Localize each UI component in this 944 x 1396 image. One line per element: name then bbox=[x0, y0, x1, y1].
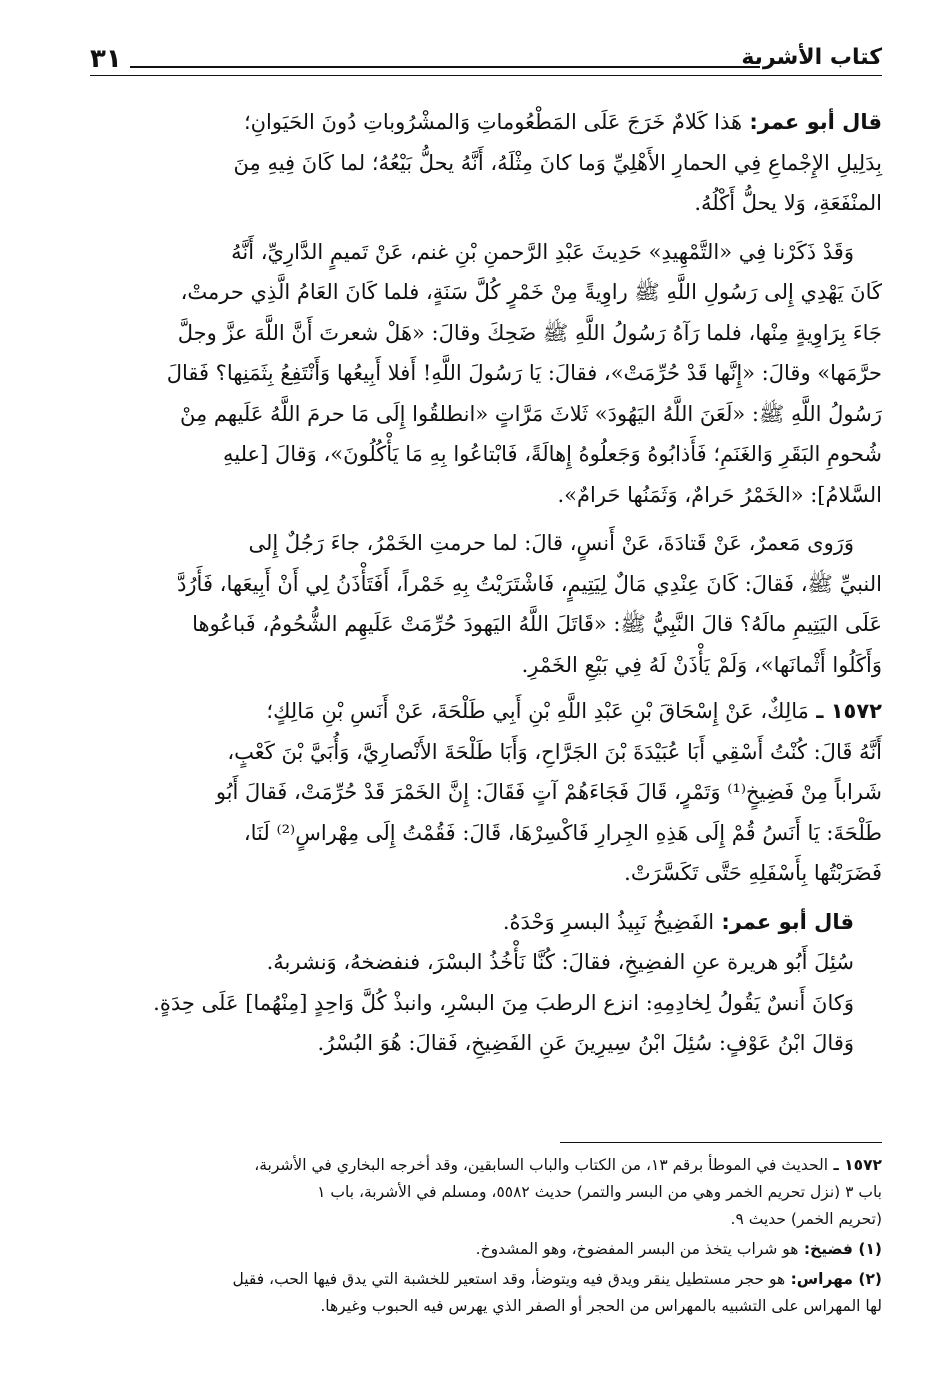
text-line: عَلَى اليَتِيمِ مالَهُ؟ قالَ النَّبِيُّ ﷺ: «قَاتَلَ اللَّهُ اليَهودَ حُرِّمَتْ عَلَيهِم الشُّحُومُ، فَباعُوها bbox=[192, 612, 882, 636]
footnote-line: باب ٣ (نزل تحريم الخمر وهي من البسر والتمر) حديث ٥٥٨٢، ومسلم في الأشربة، باب ١ bbox=[317, 1183, 882, 1201]
text-line: سُئِلَ أَبُو هريرة عنِ الفضِيخِ، فقالَ: كُنَّا نَأْخُذُ البسْرَ، فنفضخهُ، وَنشربهُ. bbox=[266, 950, 854, 974]
page-number: ٣١ bbox=[90, 44, 122, 74]
text-line: المنْفَعَةِ، وَلا يحلُّ أَكْلُهُ. bbox=[694, 191, 882, 215]
paragraph-anas bbox=[90, 983, 882, 1024]
speaker-lead: قال أبو عمر: bbox=[714, 909, 854, 934]
main-text bbox=[90, 102, 882, 1064]
footnote-line: لها المهراس على التشبيه بالمهراس من الحجر أو الصفر الذي يهرس فيه الحبوب وغيرها. bbox=[320, 1297, 882, 1315]
footnote-separator bbox=[560, 1142, 882, 1143]
text-line: وَرَوى مَعمرٌ، عَنْ قَتادَةَ، عَنْ أَنسٍ، قالَ: لما حرمتِ الخَمْرُ، جاءَ رَجُلٌ إِلى bbox=[248, 531, 854, 555]
header-rule bbox=[130, 66, 760, 68]
footnote-lead: ١٥٧٢ ـ bbox=[828, 1156, 882, 1174]
speaker-lead: قال أبو عمر: bbox=[742, 110, 882, 134]
footnote-lead: (١) فضيخ: bbox=[798, 1240, 882, 1258]
hadith-number: ١٥٧٢ ـ bbox=[808, 699, 882, 723]
text-line: حرَّمَها» وقالَ: «إِنَّها قَدْ حُرِّمَتْ»، فقالَ: يَا رَسُولَ اللَّهِ! أَفلا أَبِيعُها وَأَنْتَفِعُ بِثَمَنِها؟ فَقالَ bbox=[166, 361, 882, 385]
text-line: وَقالَ ابْنُ عَوْفٍ: سُئِلَ ابْنُ سِيرِينَ عَنِ الفَضِيخِ، فَقالَ: هُوَ البُسْرُ. bbox=[317, 1031, 854, 1055]
footnote-lead: (٢) مهراس: bbox=[785, 1270, 882, 1288]
text-line: شَراباً مِنْ فَضِيخٍ⁽¹⁾ وَتَمْرٍ، قَالَ فَجَاءَهُمْ آتٍ فَقَالَ: إِنَّ الخَمْرَ قَدْ حُرِّمَتْ، فَقالَ أَبُو bbox=[215, 780, 882, 804]
text-line: قال أبو عمر: الفَضِيخُ نَبِيذُ البسرِ وَحْدَهُ. bbox=[502, 909, 854, 934]
text-line: طَلْحَةَ: يَا أَنَسُ قُمْ إِلَى هَذِهِ الجِرارِ فَاكْسِرْهَا، قَالَ: فَقُمْتُ إِلَى مِهْراسٍ⁽²⁾ لَنَا، bbox=[243, 820, 882, 845]
footnote-2: (٢) مهراس: هو حجر مستطيل ينقر ويدق فيه ويتوضأ، وقد استعير للخشبة التي يدق فيها الحب، فقيل لها المهراس على التشبيه بالمهراس من الحجر أو الصفر الذي يهرس فيه الحبوب وغيرها. bbox=[232, 1270, 882, 1315]
text-line: بِدَلِيلِ الإِجْماعِ فِي الحمارِ الأَهْلِيِّ وَما كانَ مِثْلَهُ، أَنَّهُ يحلُّ بَيْعُهُ؛ لما كَانَ فِيهِ مِنَ bbox=[233, 150, 882, 175]
header-underline bbox=[90, 75, 882, 76]
text-line: وَأَكَلُوا أَثْمانَها»، وَلَمْ يَأْذَنْ لَهُ فِي بَيْعِ الخَمْرِ. bbox=[521, 652, 882, 677]
text-line: شُحومِ البَقَرِ وَالغَنَمِ؛ فَأَذابُوهُ وَجَعلُوهُ إِهالَةً، فَابْتاعُوا بِهِ مَا يَأْكُلُونَ»، وَقالَ [عليهِ bbox=[223, 442, 882, 466]
footnote-line: (تحريم الخمر) حديث ٩. bbox=[730, 1210, 882, 1228]
book-title: كتاب الأشربة bbox=[741, 45, 882, 70]
paragraph-tamhid bbox=[90, 232, 882, 516]
paragraph-abu-umar-1 bbox=[90, 102, 882, 224]
text-line: قال أبو عمر: هَذا كَلامٌ خَرَجَ عَلَى المَطْعُوماتِ وَالمشْرُوباتِ دُونَ الحَيَوانِ؛ bbox=[243, 110, 882, 134]
text-line: أَنَّهُ قَالَ: كُنْتُ أَسْقِي أَبَا عُبَيْدَةَ بْنَ الجَرَّاحِ، وَأَبَا طَلْحَةَ الأَنْصارِيَّ، وَأُبَيَّ بْنَ كَعْبٍ، bbox=[227, 739, 882, 764]
text-line: وَكانَ أَنسٌ يَقُولُ لِخادِمِهِ: انزع الرطبَ مِنَ البسْرِ، وانبذْ كُلَّ وَاحِدٍ [مِنْهُما] عَلَى حِدَةٍ. bbox=[153, 990, 854, 1015]
text-line: النبيِّ ﷺ، فَقالَ: كَانَ عِنْدِي مَالٌ لِيَتِيمٍ، فَاشْتَرَيْتُ بِهِ خَمْراً، أَفَتَأْذَنُ لِي أَنْ أَبِيعَها، فَأَرُدَّ bbox=[177, 571, 882, 596]
text-line: جَاءَ بِرَاوِيةٍ مِنْها، فلما رَآهُ رَسُولُ اللَّهِ ﷺ ضَحِكَ وقالَ: «هَلْ شعرتَ أَنَّ اللَّهَ عزَّ وجلَّ bbox=[177, 320, 882, 345]
paragraph-mamar bbox=[90, 523, 882, 685]
paragraph-ibn-awf bbox=[90, 1023, 882, 1064]
running-header bbox=[90, 30, 882, 74]
footnote-1572: ١٥٧٢ ـ الحديث في الموطأ برقم ١٣، من الكتاب والباب السابقين، وقد أخرجه البخاري في الأشربة، باب ٣ (نزل تحريم الخمر وهي من البسر والتمر) حديث ٥٥٨٢، ومسلم في الأشربة، باب ١ (تحريم الخمر) حديث ٩. bbox=[254, 1156, 882, 1228]
text-line: ١٥٧٢ ـ مَالِكٌ، عَنْ إِسْحَاقَ بْنِ عَبْدِ اللَّهِ بْنِ أَبِي طَلْحَةَ، عَنْ أَنَسِ بْنِ مَالِكٍ؛ bbox=[266, 699, 882, 723]
book-page bbox=[90, 30, 882, 1370]
paragraph-abu-umar-2 bbox=[90, 902, 882, 943]
text-line: رَسُولُ اللَّهِ ﷺ: «لَعَنَ اللَّهُ اليَهُودَ» ثَلاثَ مَرَّاتٍ «انطلقُوا إِلَى مَا حرمَ اللَّهُ عَلَيهم مِنْ bbox=[180, 401, 882, 426]
text-line: السَّلامُ]: «الخَمْرُ حَرامٌ، وَثَمَنُها حَرامٌ». bbox=[557, 482, 882, 507]
text-line: وَقَدْ ذَكَرْنا فِي «التَّمْهِيدِ» حَدِيثَ عَبْدِ الرَّحمنِ بْنِ غنم، عَنْ تَميمٍ الدَّارِيِّ، أَنَّهُ bbox=[231, 239, 854, 264]
footnotes bbox=[90, 1152, 882, 1320]
hadith-1572 bbox=[90, 691, 882, 894]
text-line: فَضَرَبْتُها بِأَسْفَلِهِ حَتَّى تَكَسَّرَتْ. bbox=[624, 861, 882, 885]
paragraph-abu-hurayra bbox=[90, 942, 882, 983]
footnote-1: (١) فضيخ: هو شراب يتخذ من البسر المفضوخ، وهو المشدوخ. bbox=[475, 1240, 882, 1258]
text-line: كَانَ يَهْدِي إِلى رَسُولِ اللَّهِ ﷺ راوِيةً مِنْ خَمْرٍ كُلَّ سَنَةٍ، فلما كَانَ العَامُ الَّذِي حرمتْ، bbox=[180, 280, 882, 304]
